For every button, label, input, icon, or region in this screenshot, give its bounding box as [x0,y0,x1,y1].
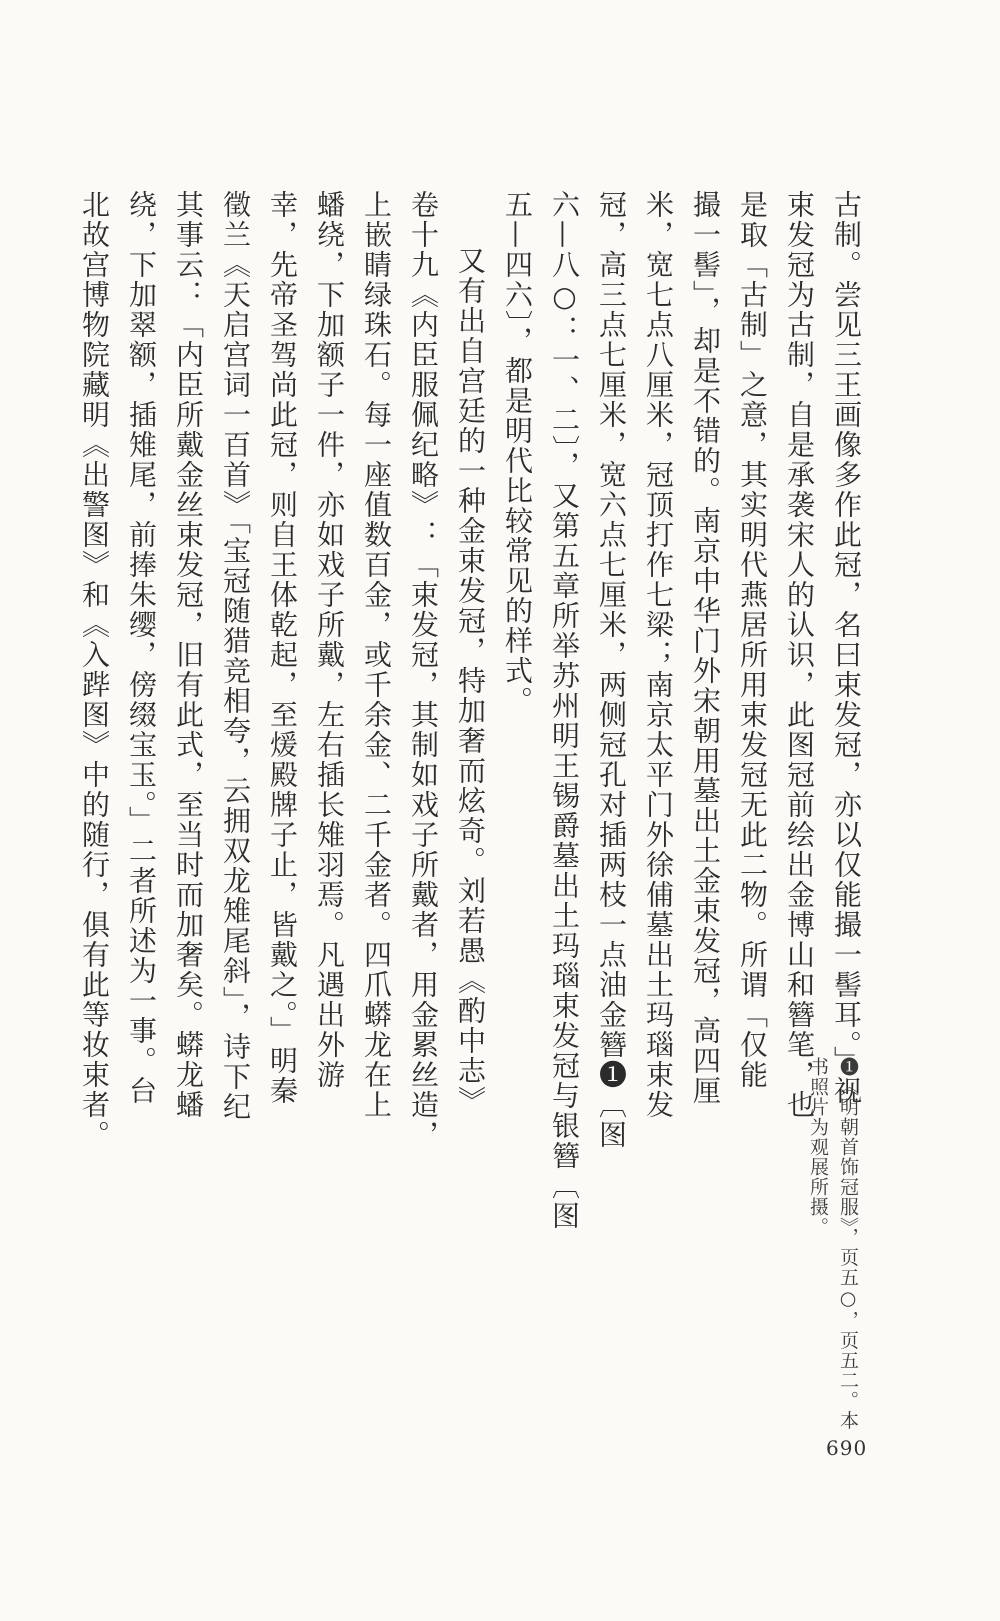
text-line: 米，宽七点八厘米，冠顶打作七梁；南京太平门外徐俌墓出土玛瑙束发 [642,190,675,1120]
page-number: 690 [826,1436,868,1460]
text-line: 上嵌睛绿珠石。每一座值数百金，或千余金、二千金者。四爪蟒龙在上 [360,190,393,1120]
text-line: 是取「古制」之意，其实明代燕居所用束发冠无此二物。所谓「仅能 [736,190,769,1090]
text-line: 束发冠为古制，自是承袭宋人的认识，此图冠前绘出金博山和簪笔，也 [783,190,816,1120]
text-line: 徵兰《天启宫词一百首》「宝冠随猎竞相夸，云拥双龙雉尾斜」，诗下纪 [219,190,252,1122]
text-line: 幸，先帝圣驾尚此冠，则自王体乾起，至煖殿牌子止，皆戴之。」明秦 [266,190,299,1106]
text-line: 其事云：「内臣所戴金丝束发冠，旧有此式，至当时而加奢矣。蟒龙蟠 [172,190,205,1120]
text-line: 古制。尝见三王画像多作此冠，名曰束发冠，亦以仅能撮一髻耳。」视 [830,190,863,1106]
text-line: 五—四六〕，都是明代比较常见的样式。 [501,190,534,716]
footnote-line: ❶《明朝首饰冠服》，页五○，页五二。本 [837,1057,859,1431]
paragraph-start-line: 又有出自宫廷的一种金束发冠，特加奢而炫奇。刘若愚《酌中志》 [454,246,487,1116]
text-line: 冠，高三点七厘米，宽六点七厘米，两侧冠孔对插两枝一点油金簪❶〔图 [595,190,628,1150]
footnote [803,1057,863,1431]
text-line: 卷十九《内臣服佩纪略》：「束发冠，其制如戏子所戴者，用金累丝造， [407,190,440,1150]
text-line: 撮一髻」，却是不错的。南京中华门外宋朝用墓出土金束发冠，高四厘 [689,190,722,1106]
text-line: 北故宫博物院藏明《出警图》和《入跸图》中的随行，俱有此等妆束者。 [78,190,111,1150]
text-line: 绕，下加翠额，插雉尾，前捧朱缨，傍缀宝玉。」二者所述为一事。台 [125,190,158,1106]
text-line: 六—八○：一、二〕，又第五章所举苏州明王锡爵墓出土玛瑙束发冠与银簪〔图 [548,190,581,1231]
footnote-line: 书照片为观展所摄。 [807,1057,829,1237]
text-line: 蟠绕，下加额子一件，亦如戏子所戴，左右插长雉羽焉。凡遇出外游 [313,190,346,1090]
